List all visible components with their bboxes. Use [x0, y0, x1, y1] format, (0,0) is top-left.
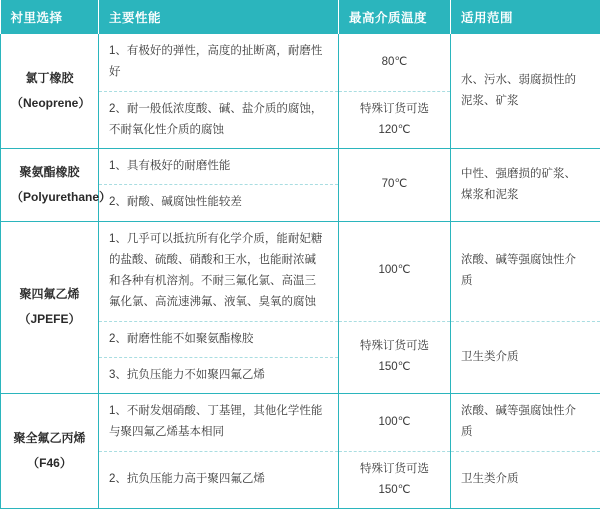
- material-name-cn: 聚全氟乙丙烯: [13, 431, 85, 445]
- material-name-en: （Polyurethane）: [11, 185, 88, 210]
- table-header: [1, 0, 600, 34]
- scope-cell: 中性、强磨损的矿浆、 煤浆和泥浆: [451, 149, 600, 222]
- material-name-cell: [1, 221, 99, 394]
- performance-cell: 2、耐磨性能不如聚氨酯橡胶: [99, 321, 339, 357]
- performance-cell: 1、几乎可以抵抗所有化学介质，能耐妃糖 的盐酸、硫酸、硝酸和王水，也能耐浓碱 和各种有机溶剂。不耐三氟化氯、高温三 氟化氯、高流速沸氟、液氧、臭氧的腐蚀: [99, 221, 339, 321]
- temperature-cell: 70℃: [339, 149, 451, 222]
- performance-cell: 2、耐一般低浓度酸、碱、盐介质的腐蚀， 不耐氧化性介质的腐蚀: [99, 91, 339, 149]
- performance-cell: 1、具有极好的耐磨性能: [99, 149, 339, 185]
- material-name-cell: [1, 34, 99, 149]
- material-name-cell: [1, 149, 99, 222]
- material-name-en: （JPEFE）: [11, 307, 88, 332]
- scope-cell: 卫生类介质: [451, 321, 600, 394]
- column-header-scope: 适用范围: [451, 0, 600, 34]
- performance-cell: 2、抗负压能力高于聚四氟乙烯: [99, 451, 339, 509]
- temperature-cell: 100℃: [339, 221, 451, 321]
- scope-cell: 浓酸、碱等强腐蚀性介 质: [451, 221, 600, 321]
- temperature-cell: 特殊订货可选 150℃: [339, 451, 451, 509]
- performance-cell: 1、不耐发烟硝酸、丁基锂，其他化学性能 与聚四氟乙烯基本相同: [99, 394, 339, 452]
- material-name-en: （Neoprene）: [11, 91, 88, 116]
- table-row: [1, 221, 600, 321]
- material-name-en: （F46）: [11, 451, 88, 476]
- column-header-performance: 主要性能: [99, 0, 339, 34]
- table-row: [1, 394, 600, 452]
- temperature-cell: 特殊订货可选 120℃: [339, 91, 451, 149]
- performance-cell: 3、抗负压能力不如聚四氟乙烯: [99, 357, 339, 393]
- column-header-max-temperature: 最高介质温度: [339, 0, 451, 34]
- scope-cell: 水、污水、弱腐损性的 泥浆、矿浆: [451, 34, 600, 149]
- table-header-row: [1, 0, 600, 34]
- material-name-cn: 聚氨酯橡胶: [19, 165, 79, 179]
- material-name-cn: 聚四氟乙烯: [19, 287, 79, 301]
- temperature-cell: 100℃: [339, 394, 451, 452]
- column-header-lining: 衬里选择: [1, 0, 99, 34]
- performance-cell: 1、有极好的弹性，高度的扯断离，耐磨性 好: [99, 34, 339, 91]
- material-name-cell: [1, 394, 99, 509]
- scope-cell: 卫生类介质: [451, 451, 600, 509]
- table-row: [1, 149, 600, 185]
- table-row: [1, 34, 600, 91]
- table-body: [1, 34, 600, 509]
- scope-cell: 浓酸、碱等强腐蚀性介 质: [451, 394, 600, 452]
- temperature-cell: 80℃: [339, 34, 451, 91]
- temperature-cell: 特殊订货可选 150℃: [339, 321, 451, 394]
- performance-cell: 2、耐酸、碱腐蚀性能较差: [99, 185, 339, 221]
- material-name-cn: 氯丁橡胶: [25, 71, 73, 85]
